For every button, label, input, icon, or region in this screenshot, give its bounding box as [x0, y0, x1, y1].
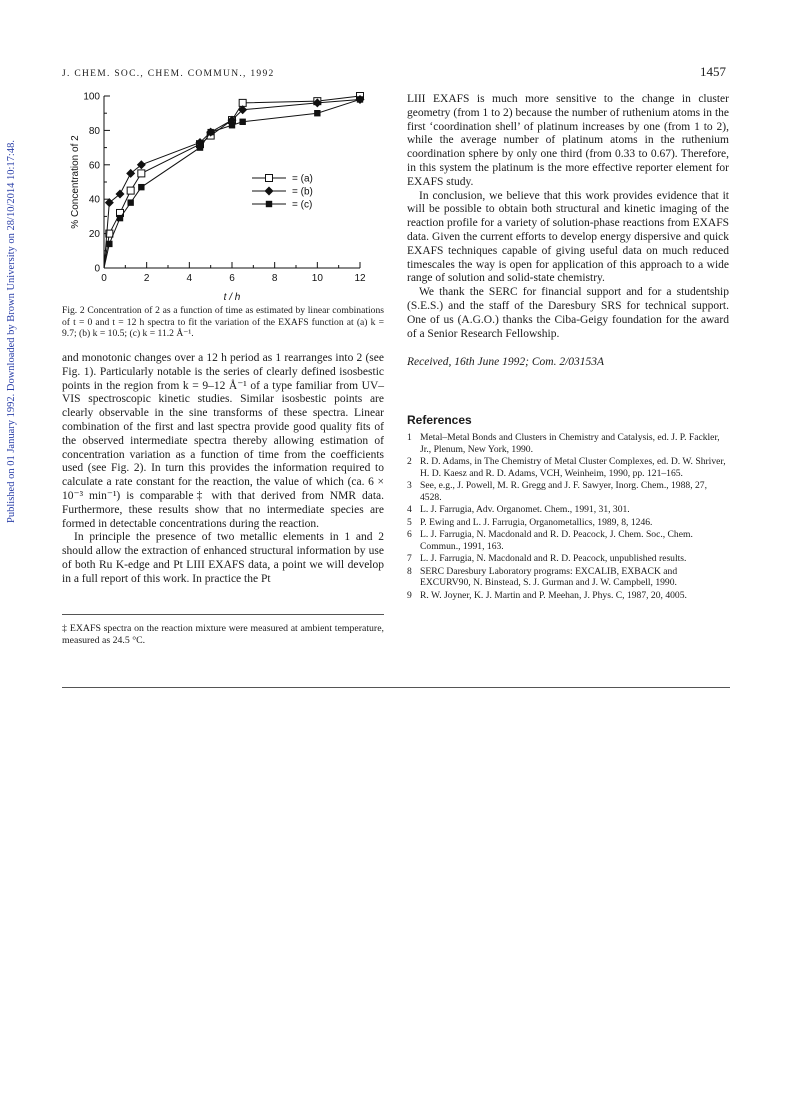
download-notice	[0, 6, 24, 656]
footnote-text: ‡ EXAFS spectra on the reaction mixture were measured at ambient temperature, measured as 24.5 °C.	[62, 623, 384, 646]
reference-text: R. W. Joyner, K. J. Martin and P. Meehan, J. Phys. C, 1987, 20, 4005.	[420, 589, 687, 601]
reference-item	[407, 517, 729, 529]
reference-number: 3	[407, 480, 412, 491]
reference-item	[407, 566, 729, 589]
download-notice-text: Published on 01 January 1992. Downloaded by Brown University on 28/10/2014 10:17:48.	[5, 139, 17, 523]
right-column	[407, 93, 729, 341]
reference-number: 6	[407, 529, 412, 540]
left-paragraph: In principle the presence of two metallic elements in 1 and 2 should allow the extraction of enhanced structural information by use of both Ru K-edge and Pt LIII EXAFS data, a point we will develop in a full report of this work. In practice the Pt	[62, 531, 384, 585]
reference-number: 9	[407, 589, 412, 601]
figure-caption	[62, 305, 384, 340]
reference-number: 2	[407, 456, 412, 467]
x-tick-label: 2	[143, 273, 150, 284]
legend-marker	[265, 187, 274, 196]
x-tick-label: 8	[271, 273, 278, 284]
legend-marker	[266, 201, 272, 207]
y-tick-label: 0	[94, 263, 100, 275]
reference-text: L. J. Farrugia, Adv. Organomet. Chem., 1991, 31, 301.	[420, 504, 630, 515]
right-paragraph: In conclusion, we believe that this work provides evidence that it will be possible to obtain both structural and kinetic imaging of the reaction profile for a variety of solution-phase reactions from EXAFS data. Given the current efforts to develop energy dispersive and quick EXAFS techniques capable of giving useful data on much reduced timescales the way is open for application of this approach to a wide range of solution and solid-state chemistry.	[407, 189, 729, 285]
reference-number: 1	[407, 432, 412, 443]
legend-label: = (a)	[292, 173, 313, 185]
reference-number: 8	[407, 565, 412, 577]
data-point	[357, 96, 363, 102]
reference-number: 5	[407, 516, 412, 528]
reference-item	[407, 529, 729, 552]
reference-text: Metal–Metal Bonds and Clusters in Chemistry and Catalysis, ed. J. P. Fackler, Jr., Plenum, New York, 1990.	[420, 432, 720, 455]
data-point	[117, 215, 123, 221]
x-tick-label: 10	[311, 273, 323, 284]
y-tick-label: 40	[88, 194, 100, 206]
reference-text: P. Ewing and L. J. Farrugia, Organometallics, 1989, 8, 1246.	[420, 516, 653, 528]
y-axis-label: % Concentration of 2	[70, 135, 81, 229]
reference-item	[407, 456, 729, 479]
reference-text: L. J. Farrugia, N. Macdonald and R. D. Peacock, unpublished results.	[420, 553, 687, 564]
x-tick-label: 4	[186, 273, 193, 284]
reference-text: R. D. Adams, in The Chemistry of Metal Cluster Complexes, ed. D. W. Shriver, H. D. Kaesz and R. D. Adams, VCH, Weinheim, 1990, pp. 121–165.	[420, 456, 726, 479]
legend-marker	[266, 175, 273, 182]
references-list	[407, 432, 729, 602]
reference-number: 7	[407, 553, 412, 564]
x-tick-label: 6	[229, 273, 235, 284]
running-header: J. CHEM. SOC., CHEM. COMMUN., 1992	[62, 69, 275, 79]
x-tick-label: 12	[354, 273, 366, 284]
data-point	[138, 170, 145, 177]
footnote-rule	[62, 614, 384, 615]
right-paragraph: We thank the SERC for financial support and for a studentship (S.E.S.) and the staff of the Daresbury SRS for technical support. One of us (A.G.O.) thanks the Ciba-Geigy foundation for the award of a Senior Research Fellowship.	[407, 286, 729, 340]
received-line: Received, 16th June 1992; Com. 2/03153A	[407, 356, 605, 368]
left-paragraph: and monotonic changes over a 12 h period as 1 rearranges into 2 (see Fig. 1). Particularly notable is the series of clearly defined isosbestic points in the region from k = 9–12 Å⁻¹ of a type familiar from UV–VIS spectroscopic kinetic studies. Similar isosbestic points are clearly observable in the sine transforms of these spectra. Linear combination of the first and last spectra provide good quality fits of the observed intermediate spectra thereby allowing estimation of concentration variation as a function of time from the coefficients used (see Fig. 2). In turn this provides the information required to calculate a rate constant for the reaction, the value of which (ca. 6 × 10⁻³ min⁻¹) is comparable‡ with that derived from NMR data. Furthermore, these results show that no intermediate species are formed in detectable concentrations during the reaction.	[62, 352, 384, 530]
x-tick-label: 0	[101, 273, 107, 284]
reference-text: SERC Daresbury Laboratory programs: EXCALIB, EXBACK and EXCURV90, N. Binstead, S. J. Gurman and J. W. Campbell, 1990.	[420, 565, 678, 588]
data-point	[127, 187, 134, 194]
data-point	[239, 119, 245, 125]
reference-item	[407, 553, 729, 565]
y-tick-label: 80	[88, 125, 100, 137]
references-heading: References	[407, 413, 472, 427]
figure-2-chart	[62, 86, 384, 304]
data-point	[127, 199, 133, 205]
legend-label: = (c)	[292, 199, 313, 211]
data-point	[314, 110, 320, 116]
reference-text: See, e.g., J. Powell, M. R. Gregg and J. F. Sawyer, Inorg. Chem., 1988, 27, 4528.	[420, 480, 707, 503]
x-axis-label: t / h	[223, 292, 241, 303]
y-tick-label: 60	[88, 160, 100, 172]
reference-number: 4	[407, 504, 412, 515]
data-point	[229, 122, 235, 128]
right-paragraph: LIII EXAFS is much more sensitive to the change in cluster geometry (from 1 to 2) because the number of ruthenium atoms in the first ‘coordination shell’ of platinum increases by one (from 1 to 2), while the average number of platinum atoms in the ruthenium coordination sphere by only one third (from 0.33 to 0.67). Therefore, in this system the platinum is the more effective reporter element for EXAFS study.	[407, 93, 729, 188]
reference-item	[407, 504, 729, 516]
y-tick-label: 100	[83, 91, 100, 103]
data-point	[106, 241, 112, 247]
data-point	[207, 129, 213, 135]
data-point	[197, 144, 203, 150]
reference-item	[407, 432, 729, 455]
reference-item	[407, 590, 729, 602]
page-number: 1457	[700, 64, 726, 79]
bottom-rule	[62, 687, 730, 688]
data-point	[138, 184, 144, 190]
caption-text: Fig. 2 Concentration of 2 as a function of time as estimated by linear combinations of t = 0 and t = 12 h spectra to fit the variation of the EXAFS function at (a) k = 9.7; (b) k = 10.5; (c) k = 11.2 Å⁻¹.	[62, 305, 384, 340]
legend-label: = (b)	[292, 186, 313, 198]
footnote	[62, 623, 384, 647]
reference-text: L. J. Farrugia, N. Macdonald and R. D. Peacock, J. Chem. Soc., Chem. Commun., 1991, 163.	[420, 529, 693, 552]
left-column	[62, 352, 384, 587]
reference-item	[407, 480, 729, 503]
y-tick-label: 20	[88, 229, 100, 241]
